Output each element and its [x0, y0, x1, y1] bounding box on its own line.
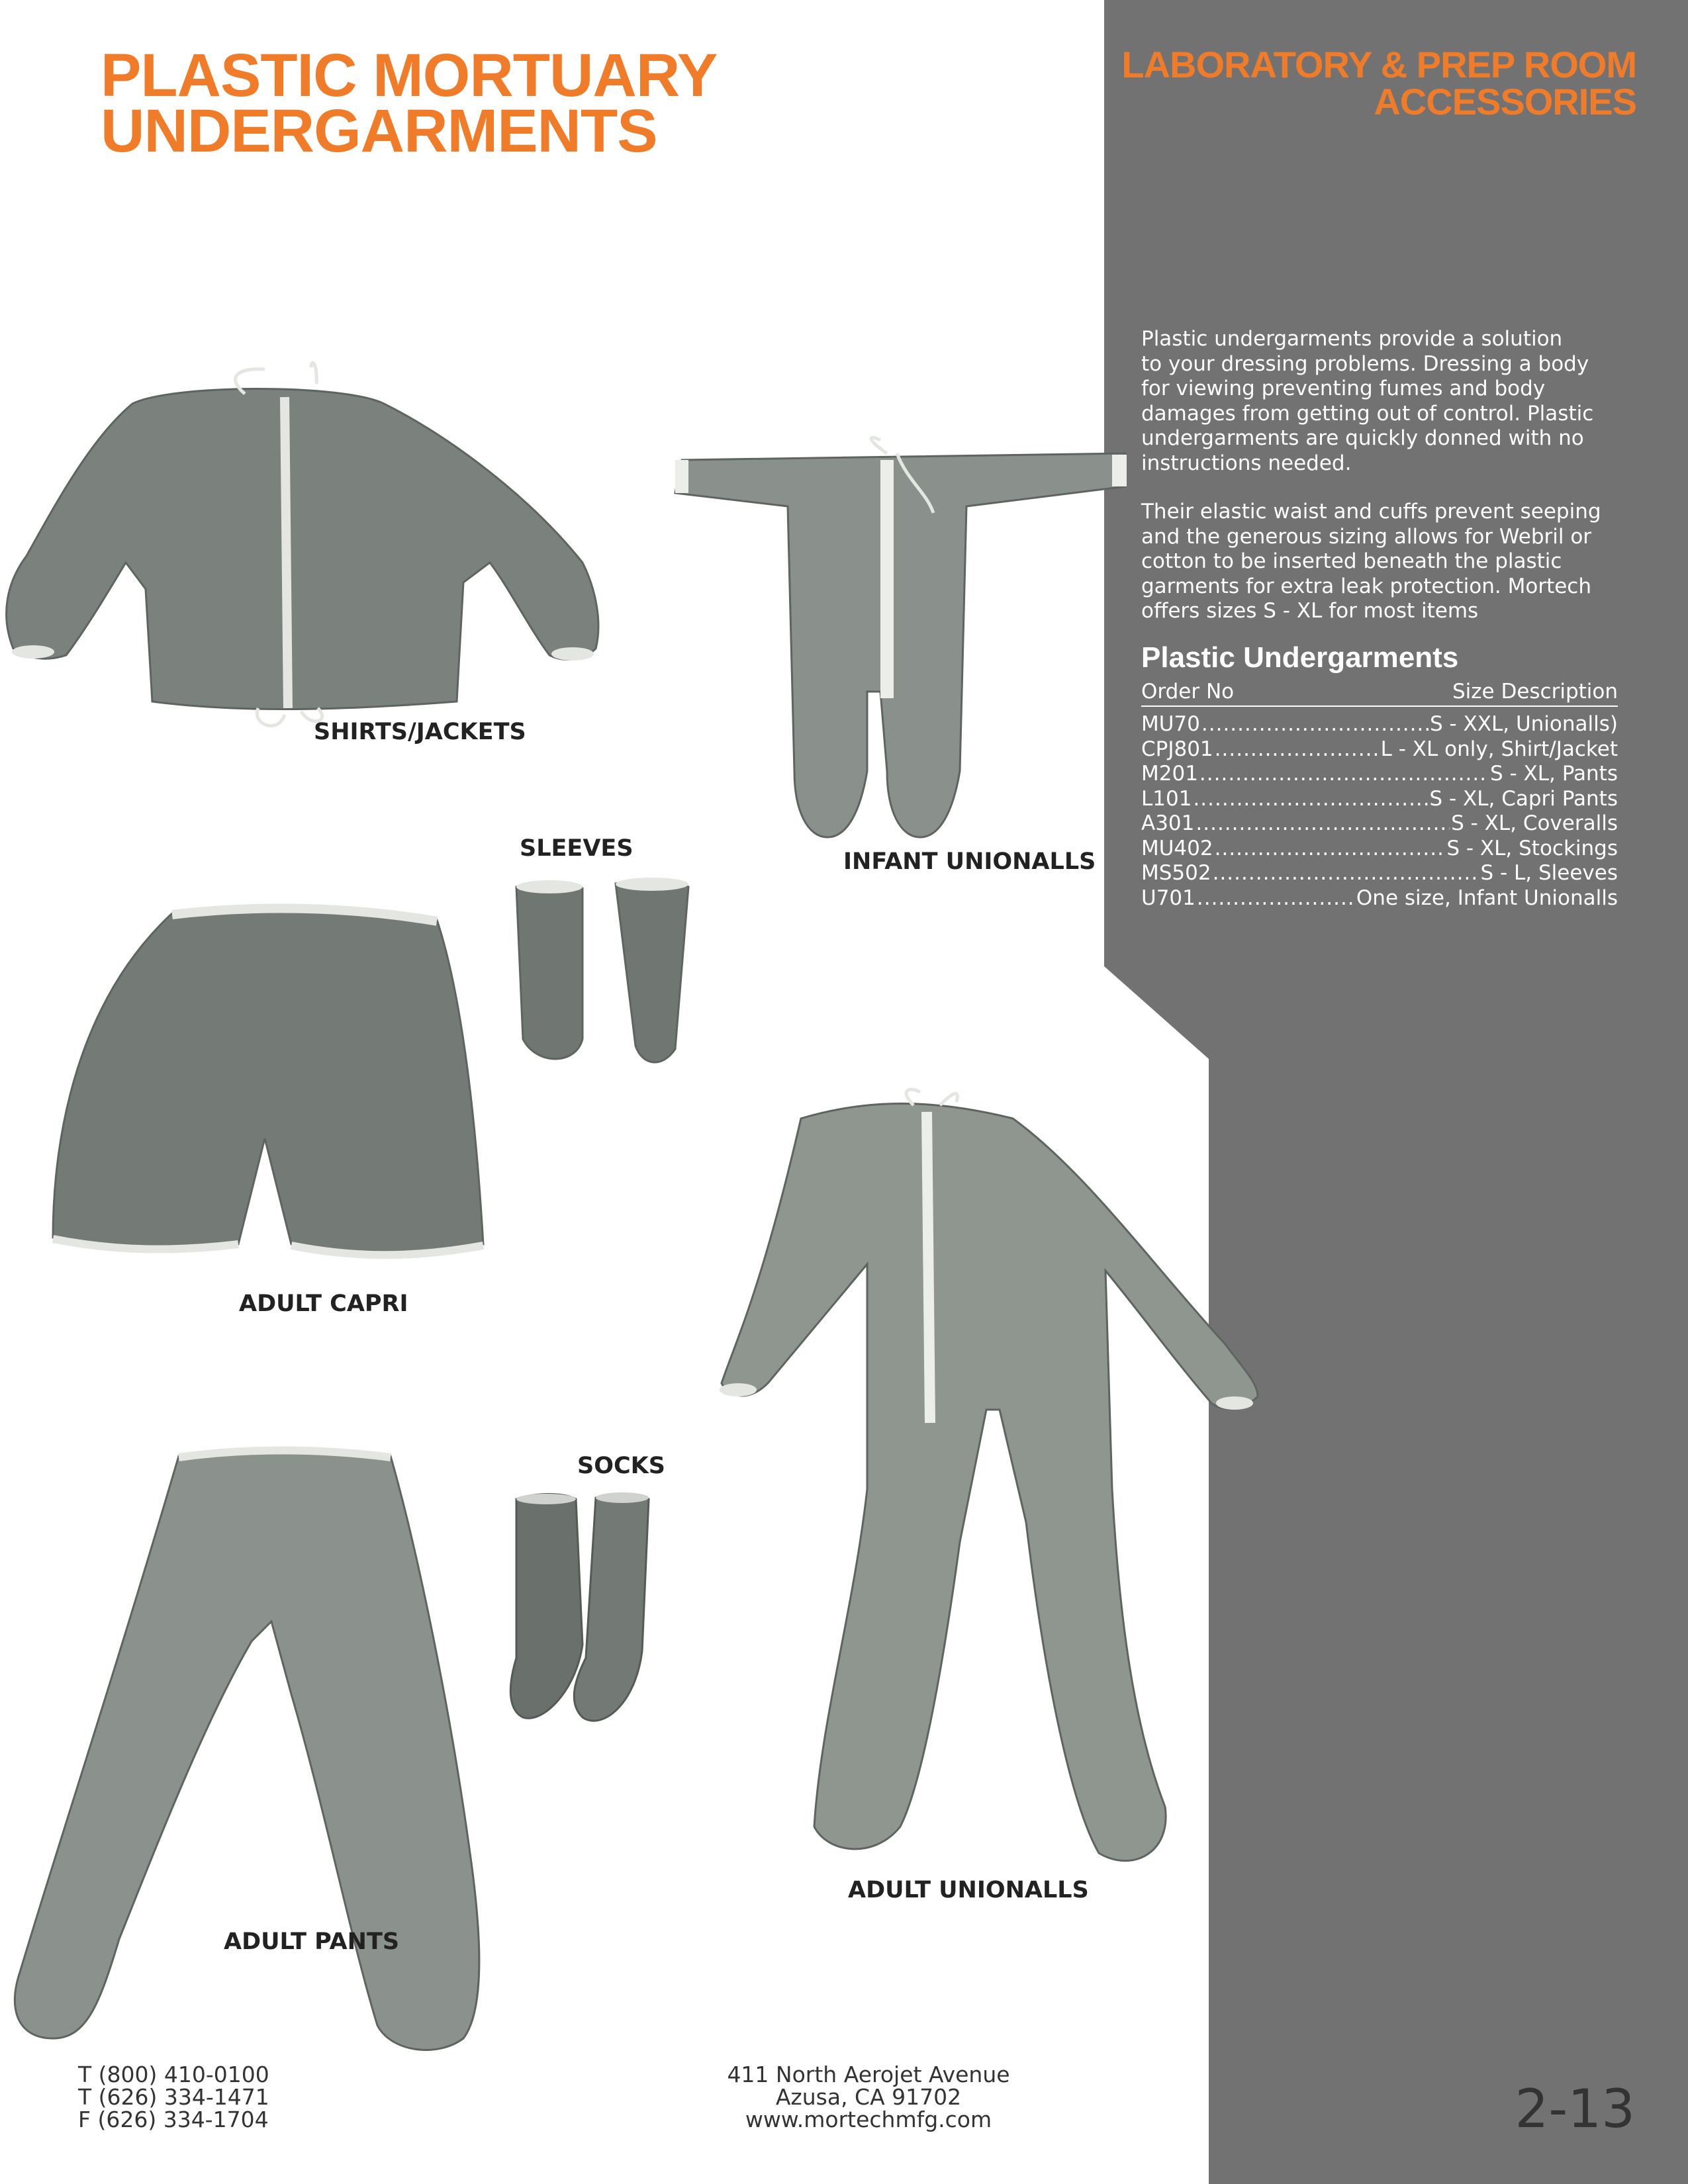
column-header-size-description: Size Description [1452, 680, 1618, 704]
caption-sleeves: SLEEVES [520, 835, 633, 862]
section-title [1041, 46, 1636, 120]
size-description: L - XL only, Shirt/Jacket [1380, 737, 1618, 761]
intro-text [1141, 327, 1624, 648]
order-table-header [1141, 679, 1618, 707]
website-link[interactable]: www.mortechmfg.com [745, 2107, 992, 2132]
order-code: MS502 [1141, 861, 1211, 885]
table-row [1141, 811, 1618, 837]
table-row [1141, 737, 1618, 762]
page-number: 2-13 [1515, 2078, 1635, 2140]
table-row [1141, 886, 1618, 911]
table-row [1141, 712, 1618, 737]
adult-pants-photo [7, 1443, 490, 2058]
city-state-zip: Azusa, CA 91702 [775, 2084, 962, 2110]
table-row [1141, 861, 1618, 886]
adult-unionalls-photo [589, 1092, 1271, 1873]
sleeves-photo [510, 874, 708, 1072]
table-row [1141, 787, 1618, 812]
size-description: S - XL, Coveralls [1451, 811, 1618, 835]
phone-number: T (626) 334-1471 [78, 2084, 269, 2110]
dot-leader [1215, 737, 1380, 762]
dot-leader [1197, 886, 1355, 911]
size-description: S - XL, Stockings [1446, 836, 1618, 860]
caption-adult-pants: ADULT PANTS [224, 1929, 400, 1955]
footer-contact [78, 2064, 269, 2131]
street-address: 411 North Aerojet Avenue [727, 2062, 1010, 2087]
dot-leader [1201, 712, 1429, 737]
table-row [1141, 837, 1618, 862]
order-code: U701 [1141, 886, 1196, 910]
order-code: L101 [1141, 786, 1192, 811]
infant-unionalls-photo [669, 440, 1132, 850]
order-table [1141, 641, 1618, 911]
caption-shirts-jackets: SHIRTS/JACKETS [314, 719, 526, 745]
order-code: MU70 [1141, 712, 1200, 736]
dot-leader [1196, 811, 1450, 837]
dot-leader [1199, 762, 1489, 787]
dot-leader [1213, 861, 1479, 886]
phone-number: T (800) 410-0100 [78, 2062, 269, 2087]
caption-adult-capri: ADULT CAPRI [239, 1291, 408, 1317]
dot-leader [1215, 837, 1446, 862]
size-description: S - XL, Capri Pants [1429, 786, 1618, 811]
table-row [1141, 762, 1618, 787]
caption-infant-unionalls: INFANT UNIONALLS [843, 848, 1096, 875]
section-title-line2: ACCESSORIES [1374, 81, 1636, 122]
footer-address [670, 2064, 1067, 2131]
order-code: A301 [1141, 811, 1195, 835]
caption-adult-unionalls: ADULT UNIONALLS [848, 1877, 1089, 1903]
page-title-line2: UNDERGARMENTS [101, 97, 657, 165]
order-table-heading: Plastic Undergarments [1141, 641, 1459, 674]
page-title [101, 42, 829, 165]
shirt-jacket-photo [0, 364, 609, 735]
size-description: S - L, Sleeves [1480, 861, 1618, 885]
order-code: M201 [1141, 762, 1198, 786]
dot-leader [1193, 787, 1428, 812]
column-header-order-no: Order No [1141, 680, 1235, 704]
intro-paragraph-1: Plastic undergarments provide a solution to your dressing problems. Dressing a body for viewing preventing fumes and body damages from getting out of control. Plastic undergarments are quickly donned with no instructions needed. [1141, 327, 1594, 475]
intro-paragraph-2: Their elastic waist and cuffs prevent seeping and the generous sizing allows for Webril or cotton to be inserted beneath the plastic garments for extra leak protection. Mortech offers sizes S - XL for most items [1141, 500, 1601, 623]
section-title-line1: LABORATORY & PREP ROOM [1121, 44, 1636, 85]
adult-capri-photo [40, 900, 490, 1271]
size-description: S - XL, Pants [1489, 762, 1618, 786]
fax-number: F (626) 334-1704 [78, 2107, 269, 2132]
caption-socks: SOCKS [577, 1453, 665, 1479]
size-description: S - XXL, Unionalls) [1429, 712, 1618, 736]
order-code: MU402 [1141, 836, 1213, 860]
size-description: One size, Infant Unionalls [1356, 886, 1618, 910]
page-title-line1: PLASTIC MORTUARY [101, 42, 718, 109]
order-code: CPJ801 [1141, 737, 1213, 761]
